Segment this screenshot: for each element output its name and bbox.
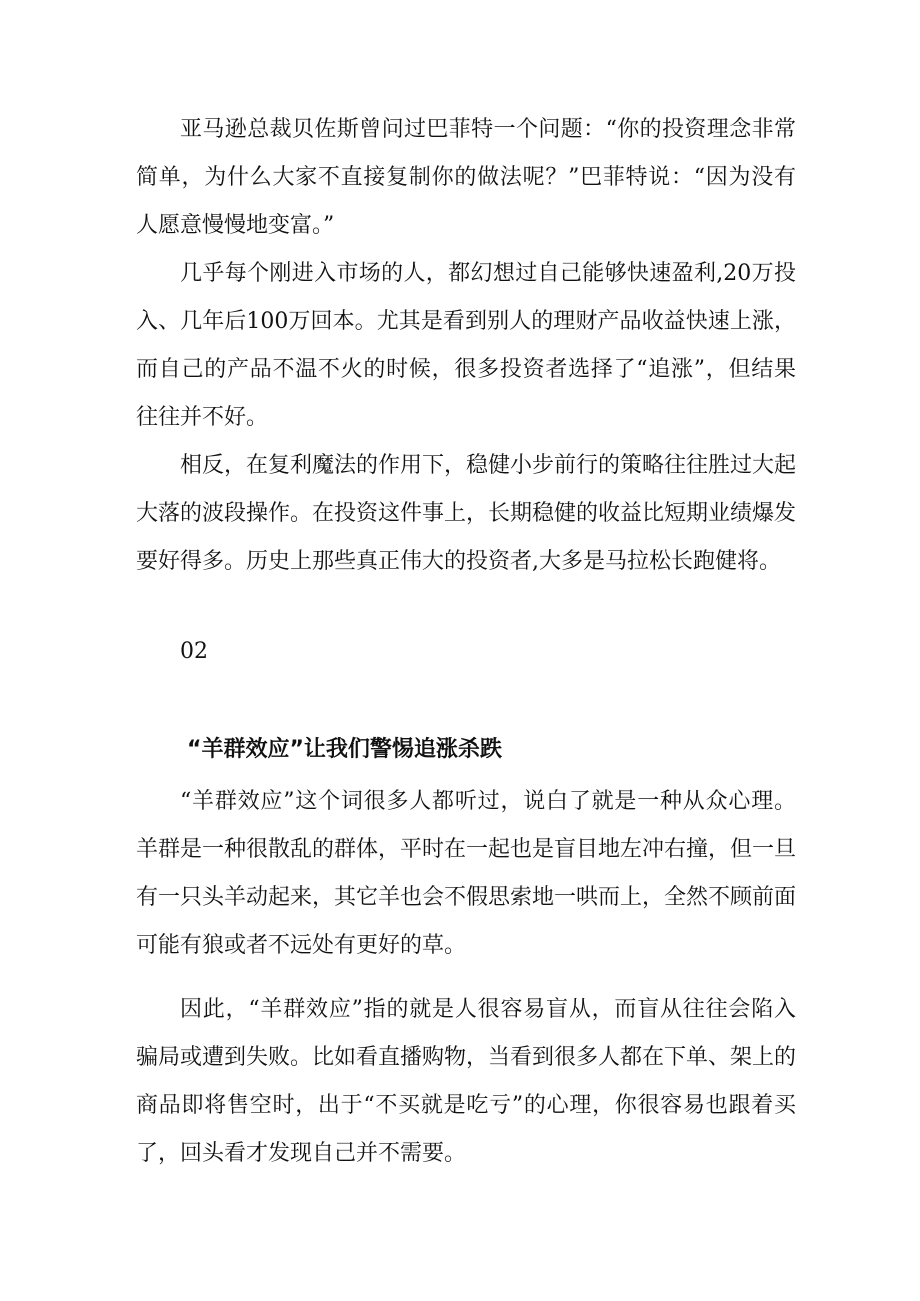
paragraph-bezos-buffett: 亚马逊总裁贝佐斯曾问过巴菲特一个问题：“你的投资理念非常简单，为什么大家不直接复制你的做法呢？”巴菲特说：“因为没有人愿意慢慢地变富。” (136, 117, 796, 238)
section-heading: “羊群效应”让我们警惕追涨杀跌 (187, 737, 502, 762)
paragraph-herd-effect-definition: “羊群效应”这个词很多人都听过，说白了就是一种从众心理。羊群是一种很散乱的群体，平时在一起也是盲目地左冲右撞，但一旦有一只头羊动起来，其它羊也会不假思索地一哄而上，全然不顾前面可能有狼或者不远处有更好的草。 (136, 789, 797, 958)
section-number: 02 (180, 639, 208, 664)
paragraph-herd-effect-example: 因此，“羊群效应”指的就是人很容易盲从，而盲从往往会陷入骗局或遭到失败。比如看直播购物，当看到很多人都在下单、架上的商品即将售空时，出于“不买就是吃亏”的心理，你很容易也跟着买了，回头看才发现自己并不需要。 (136, 997, 797, 1166)
paragraph-compound-interest: 相反，在复利魔法的作用下，稳健小步前行的策略往往胜过大起大落的波段操作。在投资这件事上，长期稳健的收益比短期业绩爆发要好得多。历史上那些真正伟大的投资者,大多是马拉松长跑健将。 (136, 453, 797, 574)
paragraph-chasing-gains: 几乎每个刚进入市场的人，都幻想过自己能够快速盈利,20万投入、几年后100万回本。尤其是看到别人的理财产品收益快速上涨，而自己的产品不温不火的时候，很多投资者选择了“追涨”，但结果往往并不好。 (136, 261, 796, 430)
